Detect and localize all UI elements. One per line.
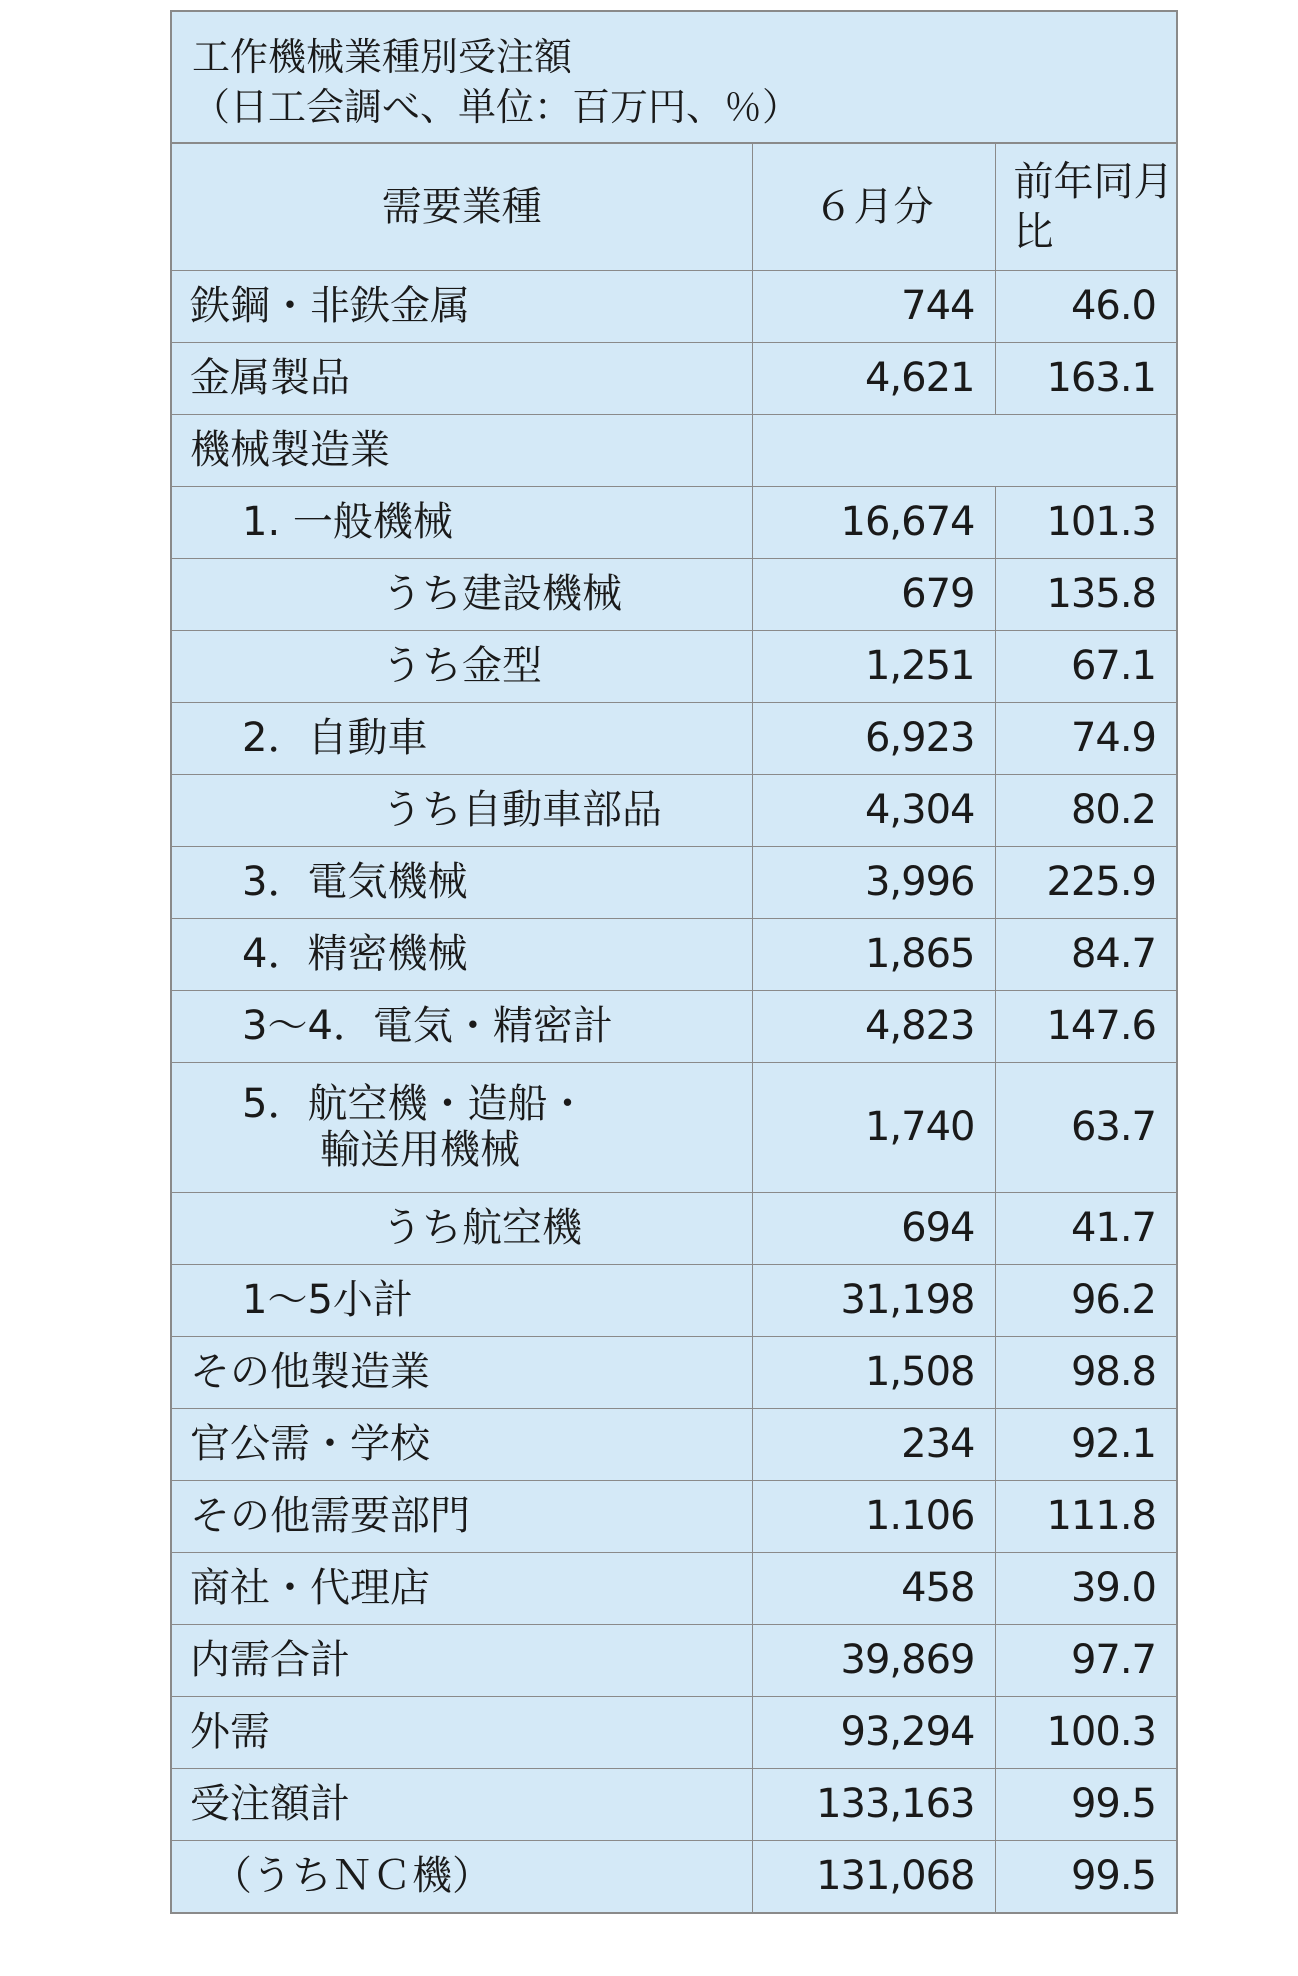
row-value: 679	[752, 558, 995, 630]
row-value: 131,068	[752, 1840, 995, 1912]
row-ratio: 41.7	[995, 1192, 1176, 1264]
row-value: 1,865	[752, 918, 995, 990]
row-label: 外需	[172, 1696, 752, 1768]
row-ratio: 39.0	[995, 1552, 1176, 1624]
header-yoy: 前年同月比	[995, 144, 1176, 270]
row-label: （うちＮＣ機）	[172, 1840, 752, 1912]
row-ratio: 135.8	[995, 558, 1176, 630]
row-value: 458	[752, 1552, 995, 1624]
row-ratio: 92.1	[995, 1408, 1176, 1480]
table-row	[172, 1336, 1176, 1408]
row-ratio: 74.9	[995, 702, 1176, 774]
row-value: 4,304	[752, 774, 995, 846]
header-row	[172, 144, 1176, 270]
row-label: うち自動車部品	[172, 774, 752, 846]
row-ratio: 46.0	[995, 270, 1176, 342]
table-row	[172, 486, 1176, 558]
row-value: 1,251	[752, 630, 995, 702]
table-row	[172, 990, 1176, 1062]
table-row	[172, 1840, 1176, 1912]
row-ratio	[995, 414, 1176, 486]
row-value: 3,996	[752, 846, 995, 918]
table-row-section	[172, 414, 1176, 486]
row-label: 官公需・学校	[172, 1408, 752, 1480]
row-ratio: 63.7	[995, 1062, 1176, 1192]
table-row	[172, 1192, 1176, 1264]
row-label: 機械製造業	[172, 414, 752, 486]
table-row	[172, 774, 1176, 846]
order-table	[172, 144, 1176, 1912]
table-row	[172, 702, 1176, 774]
row-label: 受注額計	[172, 1768, 752, 1840]
table-row	[172, 1552, 1176, 1624]
table-row	[172, 558, 1176, 630]
row-value: 93,294	[752, 1696, 995, 1768]
row-ratio: 67.1	[995, 630, 1176, 702]
table-row	[172, 1768, 1176, 1840]
table-row	[172, 1480, 1176, 1552]
table-row	[172, 270, 1176, 342]
table-title-unit: （日工会調べ、単位：百万円、％）	[192, 85, 801, 129]
row-value: 4,823	[752, 990, 995, 1062]
row-label: 4．精密機械	[172, 918, 752, 990]
table-row	[172, 1264, 1176, 1336]
row-value: 6,923	[752, 702, 995, 774]
row-ratio: 99.5	[995, 1768, 1176, 1840]
header-june: ６月分	[752, 144, 995, 270]
row-label: 3．電気機械	[172, 846, 752, 918]
row-ratio: 163.1	[995, 342, 1176, 414]
table-row	[172, 1408, 1176, 1480]
row-label	[172, 1062, 752, 1192]
row-ratio: 101.3	[995, 486, 1176, 558]
table-row	[172, 630, 1176, 702]
header-industry: 需要業種	[172, 144, 752, 270]
row-ratio: 84.7	[995, 918, 1176, 990]
table-row	[172, 918, 1176, 990]
row-ratio: 97.7	[995, 1624, 1176, 1696]
row-label: うち建設機械	[172, 558, 752, 630]
row-label: うち金型	[172, 630, 752, 702]
row-label: 1～5小計	[172, 1264, 752, 1336]
row-ratio: 98.8	[995, 1336, 1176, 1408]
row-value: 4,621	[752, 342, 995, 414]
row-label: うち航空機	[172, 1192, 752, 1264]
row-label: 1. 一般機械	[172, 486, 752, 558]
row-ratio: 96.2	[995, 1264, 1176, 1336]
row-value: 39,869	[752, 1624, 995, 1696]
row-value: 16,674	[752, 486, 995, 558]
order-table-panel	[170, 10, 1178, 1914]
row-value: 1,508	[752, 1336, 995, 1408]
row-ratio: 99.5	[995, 1840, 1176, 1912]
row-label-line2: 輸送用機械	[320, 1127, 520, 1173]
row-value: 744	[752, 270, 995, 342]
row-value: 234	[752, 1408, 995, 1480]
row-label: 2．自動車	[172, 702, 752, 774]
row-ratio: 80.2	[995, 774, 1176, 846]
row-ratio: 225.9	[995, 846, 1176, 918]
row-label: その他需要部門	[172, 1480, 752, 1552]
row-label: 3～4．電気・精密計	[172, 990, 752, 1062]
row-label: 鉄鋼・非鉄金属	[172, 270, 752, 342]
row-value: 1,740	[752, 1062, 995, 1192]
table-row	[172, 342, 1176, 414]
table-row	[172, 846, 1176, 918]
row-label-line1: 5．航空機・造船・	[242, 1081, 588, 1127]
row-label: 内需合計	[172, 1624, 752, 1696]
row-label: その他製造業	[172, 1336, 752, 1408]
row-value: 133,163	[752, 1768, 995, 1840]
row-ratio: 147.6	[995, 990, 1176, 1062]
row-ratio: 100.3	[995, 1696, 1176, 1768]
table-title-main: 工作機械業種別受注額	[192, 35, 573, 79]
table-row	[172, 1062, 1176, 1192]
row-ratio: 111.8	[995, 1480, 1176, 1552]
table-row	[172, 1696, 1176, 1768]
table-title	[172, 12, 1176, 144]
row-label: 金属製品	[172, 342, 752, 414]
row-value: 31,198	[752, 1264, 995, 1336]
row-value	[752, 414, 995, 486]
row-value: 1.106	[752, 1480, 995, 1552]
row-value: 694	[752, 1192, 995, 1264]
table-row	[172, 1624, 1176, 1696]
row-label: 商社・代理店	[172, 1552, 752, 1624]
